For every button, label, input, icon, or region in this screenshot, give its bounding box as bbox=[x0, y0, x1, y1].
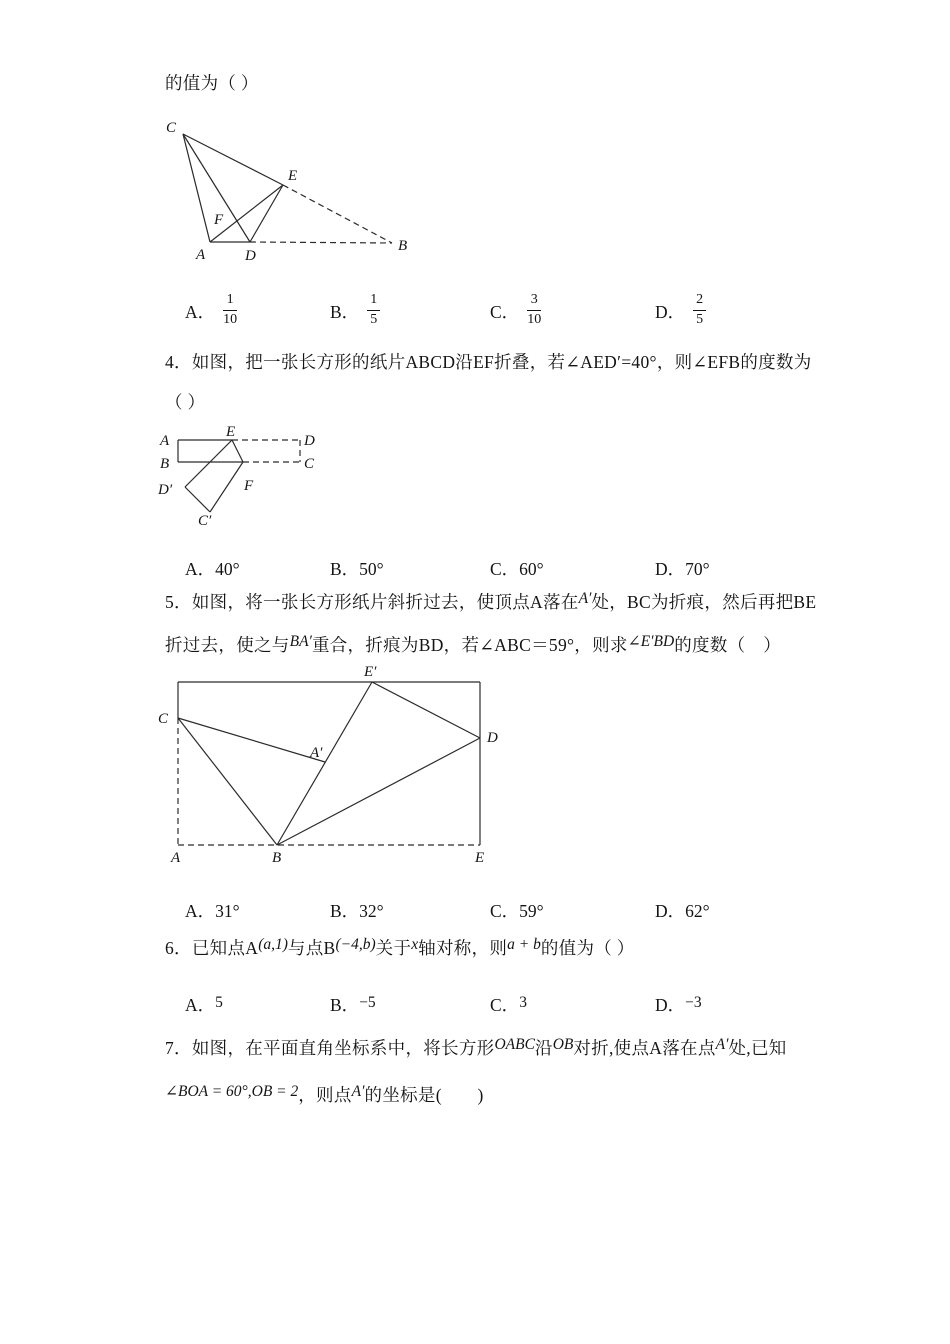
q6-options bbox=[185, 992, 702, 1017]
fraction-denominator: 10 bbox=[223, 311, 238, 327]
q5-figure bbox=[150, 664, 502, 876]
q5-text-line2 bbox=[165, 635, 781, 657]
option-label: B． bbox=[330, 301, 360, 322]
point-label-B: B bbox=[272, 850, 282, 866]
fraction-numerator: 2 bbox=[693, 292, 706, 310]
q7-text-line1 bbox=[165, 1038, 787, 1060]
q6-option-a bbox=[185, 992, 330, 1017]
q5-text-line1 bbox=[165, 592, 816, 614]
q5-text-part: 重合，折痕为BD，若∠ABC＝59°，则求 bbox=[311, 635, 628, 655]
q5-figure-solid-lines bbox=[178, 682, 480, 845]
q6-text-part: 与点B bbox=[287, 938, 336, 958]
point-label-D: D bbox=[304, 433, 315, 449]
q3-options bbox=[185, 288, 706, 334]
q6-option-c bbox=[490, 992, 655, 1017]
q5-option-a: A．31° bbox=[185, 901, 240, 921]
q6-text-part: 的值为（ ） bbox=[540, 938, 635, 958]
point-label-B: B bbox=[398, 238, 408, 254]
fraction-numerator: 1 bbox=[367, 292, 380, 310]
fraction-denominator: 5 bbox=[370, 311, 378, 327]
q5-text-part: 5．如图，将一张长方形纸片斜折过去，使顶点A落在 bbox=[165, 592, 579, 612]
q5-text-part: 的度数（ ） bbox=[674, 635, 782, 655]
fraction bbox=[223, 292, 237, 327]
q6-option-d bbox=[655, 992, 702, 1017]
q5-option-c: C．59° bbox=[490, 901, 544, 921]
point-label-Eprime: E′ bbox=[364, 664, 377, 680]
q4-figure-solid-lines bbox=[178, 440, 243, 512]
q6-text-part: 6．已知点A bbox=[165, 938, 259, 958]
point-label-E: E bbox=[475, 850, 485, 866]
option-label: D． bbox=[655, 301, 686, 322]
option-label: A． bbox=[185, 301, 216, 322]
point-label-F: F bbox=[244, 478, 254, 494]
point-label-A: A bbox=[171, 850, 181, 866]
q7-formula: OB bbox=[552, 1036, 574, 1053]
q6-formula: (a,1) bbox=[258, 936, 288, 953]
fraction bbox=[693, 292, 706, 327]
fraction-denominator: 10 bbox=[527, 311, 542, 327]
q4-text-line1: 4．如图，把一张长方形的纸片ABCD沿EF折叠，若∠AED′=40°，则∠EFB的度数为 bbox=[165, 352, 812, 372]
q7-text-part: ，则点 bbox=[298, 1085, 352, 1105]
q4-option-c: C．60° bbox=[490, 559, 544, 579]
q5-text-part: 处，BC为折痕，然后再把BE bbox=[591, 592, 817, 612]
q3-option-d bbox=[655, 293, 706, 328]
q4-option-a: A．40° bbox=[185, 559, 240, 579]
q7-text-line2 bbox=[165, 1085, 484, 1107]
q4-option-b: B．50° bbox=[330, 559, 384, 579]
q4-figure bbox=[152, 424, 327, 532]
point-label-A: A bbox=[160, 433, 170, 449]
q5-formula: A′ bbox=[578, 590, 592, 607]
q7-text-part: 7．如图，在平面直角坐标系中，将长方形 bbox=[165, 1038, 495, 1058]
point-label-D: D bbox=[245, 248, 256, 264]
point-label-Aprime: A′ bbox=[310, 745, 323, 761]
q7-formula: ∠BOA = 60°,OB = 2 bbox=[165, 1083, 299, 1100]
q3-figure bbox=[160, 112, 420, 264]
q3-option-b bbox=[330, 293, 490, 328]
q5-figure-dashed-lines bbox=[178, 718, 480, 845]
q7-formula: A′ bbox=[715, 1036, 729, 1053]
q4-option-d: D．70° bbox=[655, 559, 710, 579]
q7-formula: OABC bbox=[494, 1036, 535, 1053]
q5-text-part: 折过去，使之与 bbox=[165, 635, 290, 655]
q7-formula: A′ bbox=[351, 1083, 365, 1100]
fraction bbox=[367, 292, 380, 327]
point-label-Cprime: C′ bbox=[198, 513, 212, 529]
option-label: D． bbox=[655, 995, 686, 1015]
q7-text-part: 沿 bbox=[534, 1038, 553, 1058]
q6-option-b bbox=[330, 992, 490, 1017]
point-label-C: C bbox=[158, 711, 169, 727]
q5-option-b: B．32° bbox=[330, 901, 384, 921]
q6-formula: x bbox=[411, 936, 419, 953]
q6-text bbox=[165, 938, 635, 960]
point-label-A: A bbox=[196, 247, 206, 263]
point-label-E: E bbox=[226, 424, 236, 440]
q5-formula: ∠E′BD bbox=[627, 633, 675, 650]
q3-prompt: 的值为（ ） bbox=[165, 73, 259, 93]
point-label-B: B bbox=[160, 456, 170, 472]
point-label-C: C bbox=[304, 456, 315, 472]
option-label: B． bbox=[330, 995, 360, 1015]
q5-options bbox=[185, 898, 710, 923]
q6-text-part: 轴对称，则 bbox=[418, 938, 508, 958]
q4-text-line2: （ ） bbox=[165, 392, 206, 412]
q4-figure-dashed-lines bbox=[232, 440, 300, 462]
option-value: −5 bbox=[359, 994, 376, 1011]
fraction-numerator: 1 bbox=[223, 292, 237, 310]
q3-option-c bbox=[490, 293, 655, 328]
point-label-C: C bbox=[166, 120, 177, 136]
q7-text-part: 对折,使点A落在点 bbox=[573, 1038, 716, 1058]
q6-formula: a + b bbox=[507, 936, 541, 953]
option-value: 5 bbox=[215, 994, 223, 1011]
q7-text-part: 处,已知 bbox=[728, 1038, 787, 1058]
option-label: C． bbox=[490, 301, 520, 322]
option-value: −3 bbox=[685, 994, 702, 1011]
q4-options bbox=[185, 556, 710, 581]
q7-text-part: 的坐标是( ) bbox=[364, 1085, 484, 1105]
option-label: C． bbox=[490, 995, 520, 1015]
point-label-E: E bbox=[288, 168, 298, 184]
point-label-D: D bbox=[487, 730, 498, 746]
option-value: 3 bbox=[519, 994, 527, 1011]
point-label-Dprime: D′ bbox=[158, 482, 173, 498]
q3-figure-solid-lines bbox=[183, 134, 283, 242]
q6-formula: (−4,b) bbox=[335, 936, 376, 953]
q5-formula: BA′ bbox=[289, 633, 312, 650]
point-label-F: F bbox=[214, 212, 224, 228]
option-label: A． bbox=[185, 995, 216, 1015]
fraction-numerator: 3 bbox=[527, 292, 541, 310]
q3-option-a bbox=[185, 293, 330, 328]
fraction bbox=[527, 292, 541, 327]
q6-text-part: 关于 bbox=[375, 938, 412, 958]
q5-option-d: D．62° bbox=[655, 901, 710, 921]
fraction-denominator: 5 bbox=[696, 311, 704, 327]
